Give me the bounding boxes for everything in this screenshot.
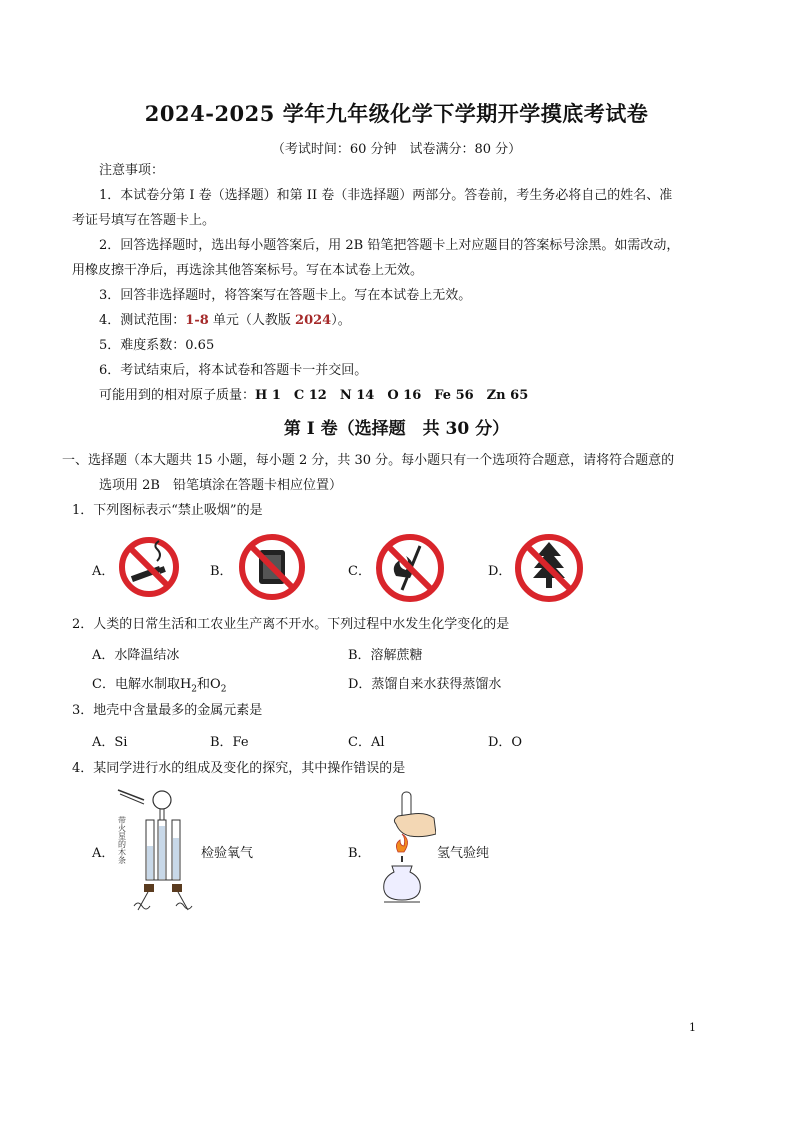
- notice-item-3: 3．回答非选择题时，将答案写在答题卡上。写在本试卷上无效。: [99, 288, 472, 303]
- q3-option-a: A．Si: [92, 735, 128, 750]
- notice-item-4-suffix: ）。: [331, 313, 351, 328]
- q3-option-d: D．O: [488, 735, 523, 750]
- question-3-stem: 3．地壳中含量最多的金属元素是: [72, 703, 263, 718]
- notice-heading: 注意事项：: [99, 163, 165, 178]
- no-smoking-icon: [117, 535, 181, 599]
- q2-option-b: B．溶解蔗糖: [348, 648, 423, 663]
- section-instruction-1: 一、选择题（本大题共 15 小题，每小题 2 分，共 30 分。每小题只有一个选项符合题意，请将符合题意的: [62, 453, 675, 468]
- notice-item-4-mid: 单元（人教版: [208, 313, 296, 328]
- question-1-stem: 1．下列图标表示“禁止吸烟”的是: [72, 503, 263, 518]
- exam-title: 2024-2025 学年九年级化学下学期开学摸底考试卷: [144, 101, 649, 126]
- section-instruction-2: 选项用 2B 铅笔填涂在答题卡相应位置）: [99, 478, 342, 493]
- no-open-flame-icon: [374, 532, 446, 604]
- notice-item-4-prefix: 4．测试范围：: [99, 313, 186, 328]
- notice-item-1b: 考证号填写在答题卡上。: [72, 213, 216, 228]
- q4-option-b-label: B．: [348, 846, 371, 861]
- q1-option-a-label: A．: [92, 564, 115, 579]
- hydrogen-purity-test-illustration: [370, 790, 436, 910]
- no-logging-icon: [513, 532, 585, 604]
- q1-option-d-label: D．: [488, 564, 512, 579]
- test-range: 1-8: [185, 313, 209, 328]
- apparatus-caption: 带火星的木条: [117, 816, 127, 864]
- question-2-stem: 2．人类的日常生活和工农业生产离不开水。下列过程中水发生化学变化的是: [72, 617, 510, 632]
- q2-option-d: D．蒸馏自来水获得蒸馏水: [348, 677, 502, 692]
- atomic-mass-values: H 1 C 12 N 14 O 16 Fe 56 Zn 65: [255, 388, 529, 403]
- q2-option-c-mid: 和O: [197, 677, 221, 692]
- page-number: 1: [689, 1021, 696, 1034]
- section-heading: 第 I 卷（选择题 共 30 分）: [283, 419, 510, 439]
- notice-item-2a: 2．回答选择题时，选出每小题答案后，用 2B 铅笔把答题卡上对应题目的答案标号涂黑。如需改动，: [99, 238, 680, 253]
- q1-option-c-label: C．: [348, 564, 371, 579]
- q3-option-c: C．Al: [348, 735, 385, 750]
- q2-option-c-sub1: 2: [191, 684, 198, 695]
- q4-option-b-text: 氢气验纯: [437, 846, 490, 861]
- q4-option-a-text: 检验氧气: [201, 846, 254, 861]
- textbook-version: 2024: [295, 313, 332, 328]
- q2-option-c: [92, 673, 226, 695]
- notice-item-1a: 1．本试卷分第 I 卷（选择题）和第 II 卷（非选择题）两部分。答卷前，考生务必将自己的姓名、准: [99, 188, 673, 203]
- atomic-mass-line: [99, 387, 759, 405]
- notice-item-2b: 用橡皮擦干净后，再选涂其他答案标号。写在本试卷上无效。: [72, 263, 424, 278]
- q2-option-c-sub2: 2: [220, 684, 227, 695]
- q3-option-b: B．Fe: [210, 735, 249, 750]
- question-4-stem: 4．某同学进行水的组成及变化的探究，其中操作错误的是: [72, 761, 406, 776]
- q2-option-c-prefix: C．电解水制取H: [92, 677, 192, 692]
- q1-option-b-label: B．: [210, 564, 233, 579]
- notice-item-4: [99, 312, 759, 330]
- atomic-mass-label: 可能用到的相对原子质量：: [99, 388, 256, 403]
- exam-subtitle: （考试时间：60 分钟 试卷满分：80 分）: [271, 142, 522, 157]
- electrolysis-apparatus-illustration: [114, 786, 198, 916]
- no-oil-barrel-icon: [237, 532, 307, 602]
- notice-item-5: 5．难度系数：0.65: [99, 338, 215, 353]
- q4-option-a-label: A．: [92, 846, 115, 861]
- q2-option-a: A．水降温结冰: [92, 648, 180, 663]
- notice-item-6: 6．考试结束后，将本试卷和答题卡一并交回。: [99, 363, 368, 378]
